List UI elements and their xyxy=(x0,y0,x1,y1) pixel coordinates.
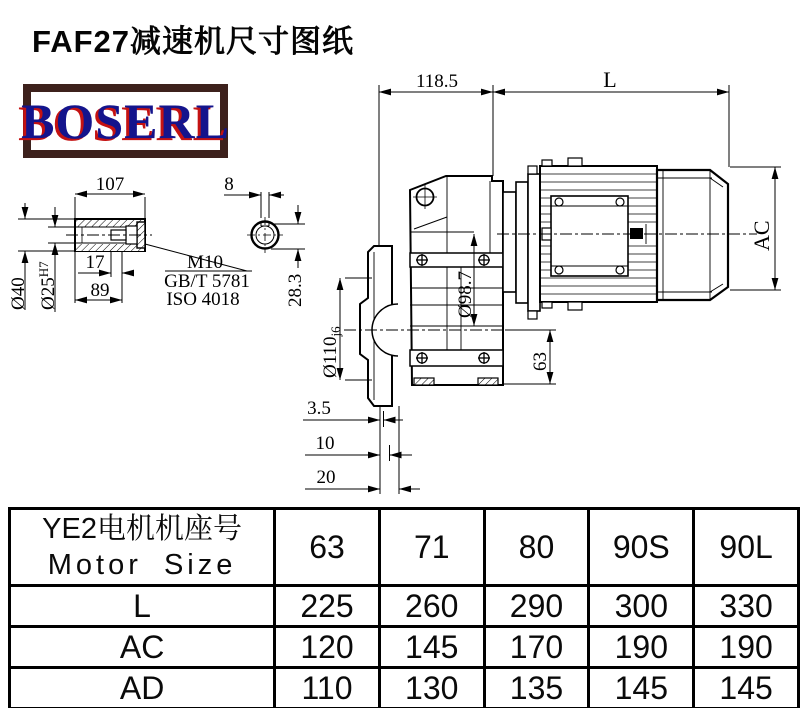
cell: 130 xyxy=(379,668,484,708)
dim-step-a: 3.5 xyxy=(307,398,331,419)
dim-front-length: 118.5 xyxy=(415,71,459,92)
cell: 330 xyxy=(694,586,799,627)
dim-motor-dia: AC xyxy=(749,220,774,251)
thread-iso-label: ISO 4018 xyxy=(166,289,240,310)
col-header: 80 xyxy=(484,509,589,586)
dim-key-height: 28.3 xyxy=(285,273,306,307)
cell: 300 xyxy=(589,586,694,627)
page-title: FAF27减速机尺寸图纸 xyxy=(32,24,355,59)
thread-std-label: GB/T 5781 xyxy=(164,271,250,292)
dim-step-b: 10 xyxy=(315,433,335,454)
cell: 190 xyxy=(694,627,799,668)
table-row xyxy=(10,627,799,668)
dim-step-c: 20 xyxy=(316,467,336,488)
col-header: 71 xyxy=(379,509,484,586)
cell: 120 xyxy=(275,627,380,668)
dim-key-width: 8 xyxy=(224,174,234,195)
row-label: AC xyxy=(10,627,275,668)
thread-spec-label: M10 xyxy=(187,252,223,273)
dim-shaft-depth: 17 xyxy=(85,252,105,273)
cell: 135 xyxy=(484,668,589,708)
col-header: 90L xyxy=(694,509,799,586)
dim-spigot-dia: $Ø110_{j6}$ xyxy=(320,326,343,378)
cell: 145 xyxy=(589,668,694,708)
dim-outer-dia: Ø40 xyxy=(8,277,29,310)
cell: 190 xyxy=(589,627,694,668)
cell: 110 xyxy=(275,668,380,708)
row-label: AD xyxy=(10,668,275,708)
table-header-row xyxy=(10,509,799,586)
cell: 225 xyxy=(275,586,380,627)
motor-size-header-cn: YE2电机机座号 xyxy=(42,513,242,545)
motor-size-header-en: Motor Size xyxy=(47,549,237,581)
cell: 145 xyxy=(694,668,799,708)
cell: 290 xyxy=(484,586,589,627)
dim-shaft-bore-length: 89 xyxy=(90,280,110,301)
shaft-end-view xyxy=(224,192,305,268)
motor-size-header-cell xyxy=(10,509,275,586)
dimension-table xyxy=(8,507,800,708)
col-header: 63 xyxy=(275,509,380,586)
dim-motor-length: L xyxy=(603,67,617,92)
dim-flange: Ø98.7 xyxy=(455,271,476,318)
brand-logo-text: BOSERL xyxy=(21,93,230,149)
row-label: L xyxy=(10,586,275,627)
cell: 260 xyxy=(379,586,484,627)
cell: 145 xyxy=(379,627,484,668)
cell: 170 xyxy=(484,627,589,668)
main-view xyxy=(303,85,781,494)
col-header: 90S xyxy=(589,509,694,586)
dim-axis-height: 63 xyxy=(530,352,551,371)
dim-bore-dia: $Ø25^{H7}$ xyxy=(36,261,59,310)
table-row xyxy=(10,586,799,627)
table-row xyxy=(10,668,799,708)
dim-shaft-length: 107 xyxy=(95,174,125,195)
